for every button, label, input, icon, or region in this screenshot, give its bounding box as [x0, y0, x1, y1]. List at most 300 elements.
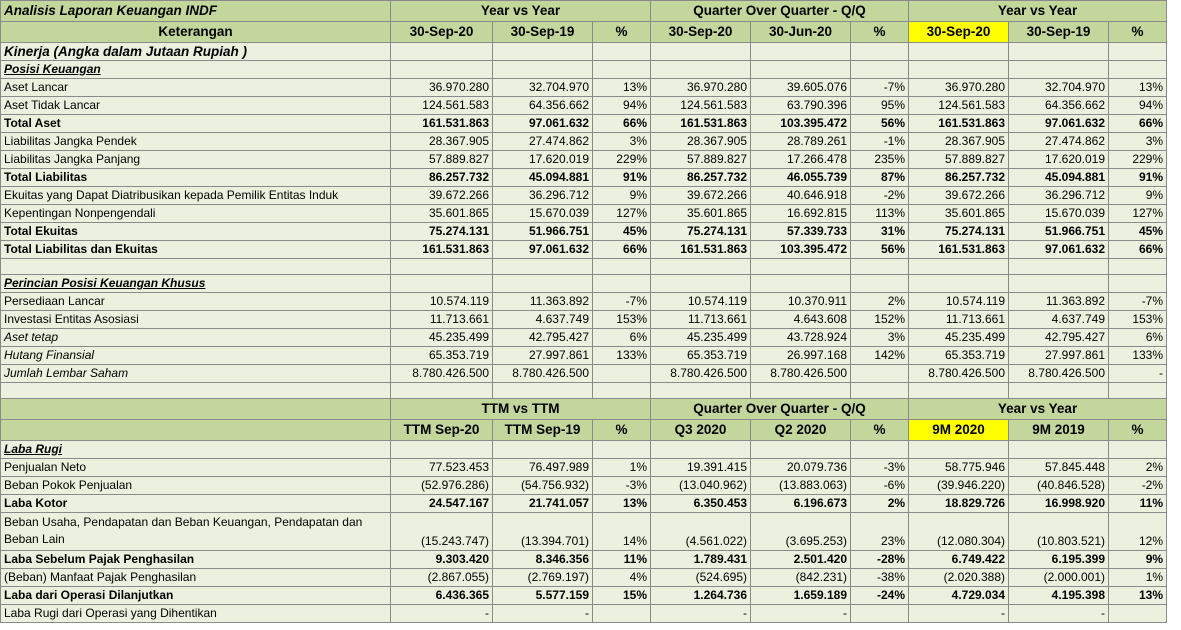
percent-cell [1109, 605, 1167, 623]
value-cell: 17.620.019 [493, 151, 593, 169]
column-header: 9M 2019 [1009, 420, 1109, 441]
value-cell: 4.637.749 [1009, 311, 1109, 329]
value-cell: 161.531.863 [909, 241, 1009, 259]
percent-cell: 31% [851, 223, 909, 241]
empty-cell [851, 275, 909, 293]
value-cell: 27.474.862 [493, 133, 593, 151]
percent-cell: 23% [851, 513, 909, 551]
value-cell: 35.601.865 [391, 205, 493, 223]
group-header: Year vs Year [909, 399, 1167, 420]
value-cell: 6.196.673 [751, 495, 851, 513]
row-label: Jumlah Lembar Saham [1, 365, 391, 383]
value-cell: (2.020.388) [909, 569, 1009, 587]
rincian-section [1, 275, 1167, 293]
column-header: % [851, 420, 909, 441]
empty-cell [851, 383, 909, 399]
value-cell: 10.574.119 [651, 293, 751, 311]
percent-cell: -1% [851, 133, 909, 151]
empty-cell [909, 43, 1009, 61]
value-cell: 36.970.280 [909, 79, 1009, 97]
row-label: Ekuitas yang Dapat Diatribusikan kepada Pemilik Entitas Induk [1, 187, 391, 205]
percent-cell: 2% [851, 293, 909, 311]
percent-cell: -2% [851, 187, 909, 205]
value-cell: (15.243.747) [391, 513, 493, 551]
value-cell: (40.846.528) [1009, 477, 1109, 495]
value-cell: 6.749.422 [909, 551, 1009, 569]
group-header: Year vs Year [909, 1, 1167, 22]
sheet-title: Analisis Laporan Keuangan INDF [1, 1, 391, 22]
row-label: Total Liabilitas dan Ekuitas [1, 241, 391, 259]
column-header: 30-Sep-20 [909, 22, 1009, 43]
posisi-keuangan-section [1, 61, 1167, 79]
row-label: Penjualan Neto [1, 459, 391, 477]
empty-cell [1, 383, 391, 399]
percent-cell: 13% [1109, 79, 1167, 97]
percent-cell: 13% [593, 79, 651, 97]
value-cell: 28.367.905 [391, 133, 493, 151]
value-cell: 51.966.751 [1009, 223, 1109, 241]
percent-cell: 133% [1109, 347, 1167, 365]
percent-cell: 14% [593, 513, 651, 551]
value-cell: 24.547.167 [391, 495, 493, 513]
percent-cell: 235% [851, 151, 909, 169]
value-cell: (2.867.055) [391, 569, 493, 587]
value-cell: (12.080.304) [909, 513, 1009, 551]
value-cell: 17.620.019 [1009, 151, 1109, 169]
empty-cell [651, 383, 751, 399]
percent-cell: 2% [1109, 459, 1167, 477]
header-group-row [1, 1, 1167, 22]
table-row [1, 293, 1167, 311]
value-cell: 76.497.989 [493, 459, 593, 477]
empty-cell [1, 420, 391, 441]
empty-cell [1, 259, 391, 275]
laba-rugi-section-label: Laba Rugi [1, 441, 391, 459]
row-label: Beban Pokok Penjualan [1, 477, 391, 495]
column-header: 9M 2020 [909, 420, 1009, 441]
row-label: Laba Kotor [1, 495, 391, 513]
table-row [1, 477, 1167, 495]
table-row [1, 587, 1167, 605]
empty-cell [909, 441, 1009, 459]
empty-cell [493, 441, 593, 459]
value-cell: 8.780.426.500 [391, 365, 493, 383]
percent-cell: 133% [593, 347, 651, 365]
value-cell: 18.829.726 [909, 495, 1009, 513]
percent-cell: -38% [851, 569, 909, 587]
posisi-keuangan-section-label: Posisi Keuangan [1, 61, 391, 79]
row-label: Total Aset [1, 115, 391, 133]
empty-cell [493, 259, 593, 275]
table-row [1, 187, 1167, 205]
percent-cell: 13% [1109, 587, 1167, 605]
value-cell: 97.061.632 [1009, 241, 1109, 259]
empty-cell [493, 275, 593, 293]
value-cell: 36.296.712 [1009, 187, 1109, 205]
empty-cell [1009, 383, 1109, 399]
empty-cell [909, 275, 1009, 293]
value-cell: 11.713.661 [391, 311, 493, 329]
percent-cell: -3% [851, 459, 909, 477]
value-cell: 124.561.583 [391, 97, 493, 115]
value-cell: (3.695.253) [751, 513, 851, 551]
value-cell: 17.266.478 [751, 151, 851, 169]
value-cell: 57.889.827 [909, 151, 1009, 169]
value-cell: (524.695) [651, 569, 751, 587]
empty-cell [493, 383, 593, 399]
value-cell: 161.531.863 [909, 115, 1009, 133]
percent-cell: -28% [851, 551, 909, 569]
row-label: Laba Rugi dari Operasi yang Dihentikan [1, 605, 391, 623]
value-cell: 11.363.892 [493, 293, 593, 311]
percent-cell: 11% [593, 551, 651, 569]
value-cell: 45.235.499 [391, 329, 493, 347]
value-cell: 4.195.398 [1009, 587, 1109, 605]
percent-cell: 13% [593, 495, 651, 513]
percent-cell: 94% [1109, 97, 1167, 115]
percent-cell [593, 605, 651, 623]
percent-cell: 3% [851, 329, 909, 347]
empty-cell [909, 61, 1009, 79]
value-cell: (2.769.197) [493, 569, 593, 587]
empty-cell [493, 43, 593, 61]
column-header: 30-Sep-19 [1009, 22, 1109, 43]
value-cell: 27.474.862 [1009, 133, 1109, 151]
table-row [1, 79, 1167, 97]
empty-cell [1009, 275, 1109, 293]
value-cell: 20.079.736 [751, 459, 851, 477]
value-cell: 161.531.863 [651, 241, 751, 259]
percent-cell: 66% [1109, 241, 1167, 259]
row-label: Beban Usaha, Pendapatan dan Beban Keuangan, Pendapatan dan Beban Lain [1, 513, 391, 551]
empty-cell [593, 275, 651, 293]
value-cell: - [651, 605, 751, 623]
value-cell: - [391, 605, 493, 623]
percent-cell: 95% [851, 97, 909, 115]
percent-cell: -7% [1109, 293, 1167, 311]
table-row [1, 133, 1167, 151]
percent-cell: 91% [1109, 169, 1167, 187]
table-row [1, 311, 1167, 329]
percent-cell: 3% [1109, 133, 1167, 151]
value-cell: - [909, 605, 1009, 623]
value-cell: 9.303.420 [391, 551, 493, 569]
percent-cell: 9% [593, 187, 651, 205]
percent-cell: 3% [593, 133, 651, 151]
percent-cell: 229% [1109, 151, 1167, 169]
empty-cell [1009, 441, 1109, 459]
percent-cell: 56% [851, 115, 909, 133]
value-cell: 97.061.632 [493, 241, 593, 259]
empty-cell [391, 259, 493, 275]
table-row [1, 365, 1167, 383]
percent-cell: 229% [593, 151, 651, 169]
value-cell: 27.997.861 [493, 347, 593, 365]
value-cell: (842.231) [751, 569, 851, 587]
value-cell: (2.000.001) [1009, 569, 1109, 587]
value-cell: 75.274.131 [651, 223, 751, 241]
table-row [1, 551, 1167, 569]
table-row [1, 569, 1167, 587]
percent-cell: -24% [851, 587, 909, 605]
value-cell: (54.756.932) [493, 477, 593, 495]
percent-cell [851, 365, 909, 383]
column-header: % [1109, 420, 1167, 441]
value-cell: 28.367.905 [909, 133, 1009, 151]
row-label: Liabilitas Jangka Pendek [1, 133, 391, 151]
percent-cell: 1% [1109, 569, 1167, 587]
row-label: Liabilitas Jangka Panjang [1, 151, 391, 169]
value-cell: 161.531.863 [391, 115, 493, 133]
value-cell: 1.264.736 [651, 587, 751, 605]
value-cell: - [493, 605, 593, 623]
value-cell: 77.523.453 [391, 459, 493, 477]
value-cell: 8.780.426.500 [751, 365, 851, 383]
empty-cell [391, 275, 493, 293]
empty-cell [1109, 275, 1167, 293]
value-cell: 8.780.426.500 [1009, 365, 1109, 383]
percent-cell: 127% [1109, 205, 1167, 223]
value-cell: 8.346.356 [493, 551, 593, 569]
value-cell: 39.672.266 [391, 187, 493, 205]
row-label: Persediaan Lancar [1, 293, 391, 311]
table-row [1, 97, 1167, 115]
value-cell: 28.367.905 [651, 133, 751, 151]
row-label: Laba dari Operasi Dilanjutkan [1, 587, 391, 605]
value-cell: 16.692.815 [751, 205, 851, 223]
empty-cell [593, 259, 651, 275]
percent-cell: 113% [851, 205, 909, 223]
percent-cell: 142% [851, 347, 909, 365]
value-cell: 51.966.751 [493, 223, 593, 241]
empty-cell [1009, 259, 1109, 275]
value-cell: - [751, 605, 851, 623]
value-cell: 4.643.608 [751, 311, 851, 329]
value-cell: 45.235.499 [909, 329, 1009, 347]
percent-cell: 66% [593, 115, 651, 133]
empty-cell [851, 61, 909, 79]
percent-cell: -2% [1109, 477, 1167, 495]
value-cell: 42.795.427 [493, 329, 593, 347]
value-cell: 16.998.920 [1009, 495, 1109, 513]
value-cell: 10.574.119 [391, 293, 493, 311]
empty-cell [909, 383, 1009, 399]
value-cell: (52.976.286) [391, 477, 493, 495]
rincian-section-label: Perincian Posisi Keuangan Khusus [1, 275, 391, 293]
percent-cell: 15% [593, 587, 651, 605]
value-cell: 4.729.034 [909, 587, 1009, 605]
table-row [1, 241, 1167, 259]
percent-cell [593, 365, 651, 383]
percent-cell: 9% [1109, 187, 1167, 205]
value-cell: 161.531.863 [391, 241, 493, 259]
kinerja-row [1, 43, 1167, 61]
value-cell: 57.889.827 [651, 151, 751, 169]
empty-cell [1109, 259, 1167, 275]
value-cell: 124.561.583 [651, 97, 751, 115]
value-cell: 161.531.863 [651, 115, 751, 133]
value-cell: 39.672.266 [651, 187, 751, 205]
column-header: 30-Sep-20 [651, 22, 751, 43]
empty-cell [1109, 61, 1167, 79]
percent-cell: - [1109, 365, 1167, 383]
column-header: TTM Sep-20 [391, 420, 493, 441]
value-cell: 11.713.661 [909, 311, 1009, 329]
value-cell: (13.040.962) [651, 477, 751, 495]
empty-cell [909, 259, 1009, 275]
row-label: Aset Lancar [1, 79, 391, 97]
table-row [1, 151, 1167, 169]
empty-cell [493, 61, 593, 79]
percent-cell: -6% [851, 477, 909, 495]
percent-cell [851, 605, 909, 623]
table-row [1, 205, 1167, 223]
empty-cell [651, 259, 751, 275]
column-header: Q2 2020 [751, 420, 851, 441]
value-cell: 57.845.448 [1009, 459, 1109, 477]
empty-cell [751, 441, 851, 459]
percent-cell: -7% [851, 79, 909, 97]
value-cell: 64.356.662 [493, 97, 593, 115]
value-cell: 35.601.865 [909, 205, 1009, 223]
column-header: % [593, 22, 651, 43]
empty-cell [851, 43, 909, 61]
value-cell: 6.350.453 [651, 495, 751, 513]
percent-cell: 9% [1109, 551, 1167, 569]
value-cell: 97.061.632 [493, 115, 593, 133]
row-label: Hutang Finansial [1, 347, 391, 365]
row-label: Total Ekuitas [1, 223, 391, 241]
table-row [1, 169, 1167, 187]
blank-row [1, 259, 1167, 275]
empty-cell [751, 275, 851, 293]
value-cell: - [1009, 605, 1109, 623]
value-cell: 10.370.911 [751, 293, 851, 311]
value-cell: 65.353.719 [909, 347, 1009, 365]
percent-cell: 66% [1109, 115, 1167, 133]
row-label: Investasi Entitas Asosiasi [1, 311, 391, 329]
percent-cell: 2% [851, 495, 909, 513]
percent-cell: 4% [593, 569, 651, 587]
value-cell: 6.195.399 [1009, 551, 1109, 569]
value-cell: 86.257.732 [651, 169, 751, 187]
value-cell: 32.704.970 [1009, 79, 1109, 97]
empty-cell [651, 441, 751, 459]
value-cell: (4.561.022) [651, 513, 751, 551]
empty-cell [593, 61, 651, 79]
value-cell: 10.574.119 [909, 293, 1009, 311]
value-cell: 64.356.662 [1009, 97, 1109, 115]
group-header: Year vs Year [391, 1, 651, 22]
value-cell: 19.391.415 [651, 459, 751, 477]
percent-cell: 66% [593, 241, 651, 259]
value-cell: 42.795.427 [1009, 329, 1109, 347]
value-cell: 65.353.719 [391, 347, 493, 365]
empty-cell [651, 275, 751, 293]
value-cell: 65.353.719 [651, 347, 751, 365]
percent-cell: 153% [1109, 311, 1167, 329]
value-cell: 40.646.918 [751, 187, 851, 205]
value-cell: 58.775.946 [909, 459, 1009, 477]
value-cell: 21.741.057 [493, 495, 593, 513]
column-header: Q3 2020 [651, 420, 751, 441]
empty-cell [1, 399, 391, 420]
table-row [1, 459, 1167, 477]
percent-cell: 127% [593, 205, 651, 223]
empty-cell [593, 441, 651, 459]
value-cell: 103.395.472 [751, 115, 851, 133]
value-cell: (10.803.521) [1009, 513, 1109, 551]
empty-cell [651, 43, 751, 61]
empty-cell [391, 441, 493, 459]
value-cell: 8.780.426.500 [651, 365, 751, 383]
percent-cell: 45% [1109, 223, 1167, 241]
percent-cell: 12% [1109, 513, 1167, 551]
column-header: 30-Sep-19 [493, 22, 593, 43]
column-header: 30-Sep-20 [391, 22, 493, 43]
group-header: Quarter Over Quarter - Q/Q [651, 1, 909, 22]
empty-cell [593, 383, 651, 399]
empty-cell [851, 259, 909, 275]
table-row [1, 115, 1167, 133]
value-cell: 124.561.583 [909, 97, 1009, 115]
empty-cell [1109, 441, 1167, 459]
table-row [1, 495, 1167, 513]
value-cell: 39.672.266 [909, 187, 1009, 205]
value-cell: 15.670.039 [1009, 205, 1109, 223]
percent-cell: 87% [851, 169, 909, 187]
value-cell: 97.061.632 [1009, 115, 1109, 133]
row-label: Aset tetap [1, 329, 391, 347]
value-cell: 11.363.892 [1009, 293, 1109, 311]
row-label: Aset Tidak Lancar [1, 97, 391, 115]
value-cell: 45.235.499 [651, 329, 751, 347]
table-row [1, 329, 1167, 347]
empty-cell [751, 43, 851, 61]
value-cell: 103.395.472 [751, 241, 851, 259]
value-cell: 1.659.189 [751, 587, 851, 605]
percent-cell: 1% [593, 459, 651, 477]
keterangan-header: Keterangan [1, 22, 391, 43]
value-cell: 57.339.733 [751, 223, 851, 241]
value-cell: 35.601.865 [651, 205, 751, 223]
table-row [1, 223, 1167, 241]
row-label: (Beban) Manfaat Pajak Penghasilan [1, 569, 391, 587]
value-cell: 11.713.661 [651, 311, 751, 329]
kinerja-row-label: Kinerja (Angka dalam Jutaan Rupiah ) [1, 43, 391, 61]
table-row [1, 605, 1167, 623]
table-row [1, 347, 1167, 365]
value-cell: 36.970.280 [651, 79, 751, 97]
empty-cell [391, 43, 493, 61]
blank-row [1, 383, 1167, 399]
value-cell: 86.257.732 [391, 169, 493, 187]
percent-cell: 6% [593, 329, 651, 347]
empty-cell [1009, 61, 1109, 79]
laba-rugi-section [1, 441, 1167, 459]
value-cell: 43.728.924 [751, 329, 851, 347]
header-column-row [1, 22, 1167, 43]
value-cell: 6.436.365 [391, 587, 493, 605]
group-header: Quarter Over Quarter - Q/Q [651, 399, 909, 420]
value-cell: 75.274.131 [909, 223, 1009, 241]
value-cell: 1.789.431 [651, 551, 751, 569]
value-cell: 32.704.970 [493, 79, 593, 97]
empty-cell [651, 61, 751, 79]
value-cell: 26.997.168 [751, 347, 851, 365]
value-cell: (13.394.701) [493, 513, 593, 551]
percent-cell: 91% [593, 169, 651, 187]
